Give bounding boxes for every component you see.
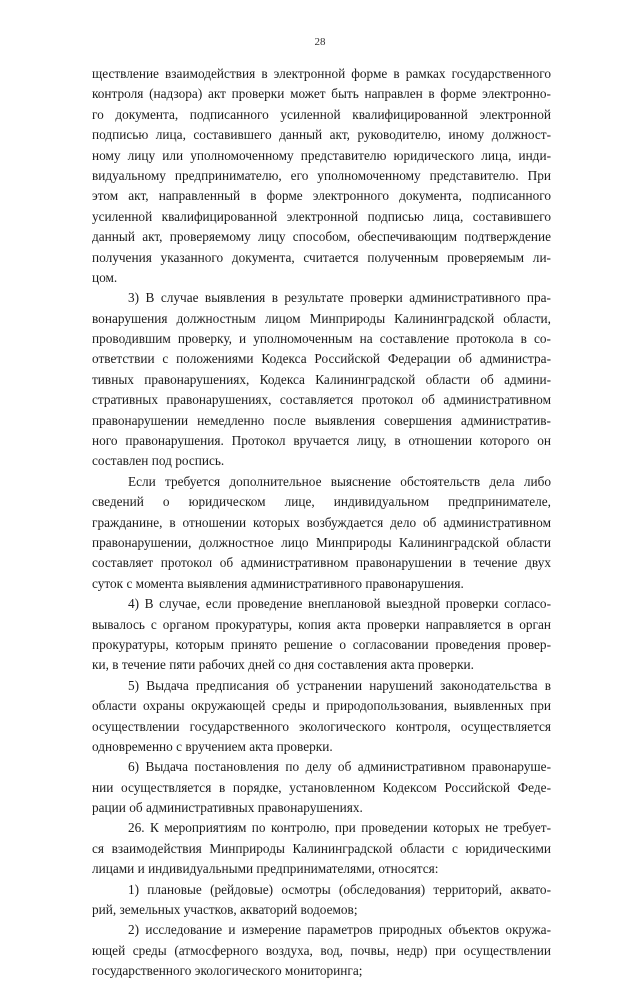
text-line: 3) В случае выявления в результате проверки административного пра- <box>128 290 551 306</box>
text-line: сведений о юридическом лице, индивидуальном предпринимателе, <box>92 494 551 510</box>
text-line: получения указанного документа, считается полученным проверяемым ли- <box>92 249 551 265</box>
text-line: ответствии с положениями Кодекса Российской Федерации об администра- <box>92 351 551 367</box>
text-line: осуществлении государственного экологического контроля, осуществляется <box>92 718 551 734</box>
text-line: вонарушения должностным лицом Минприроды Калининградской области, <box>92 310 551 326</box>
text-line: 1) плановые (рейдовые) осмотры (обследования) территорий, аквато- <box>128 881 551 897</box>
text-line: го документа, подписанного усиленной квалифицированной электронной <box>92 106 551 122</box>
page-number: 28 <box>314 36 326 48</box>
text-line: ся взаимодействия Минприроды Калининградской области с юридическими <box>92 840 551 856</box>
text-line: контроля (надзора) акт проверки может быть направлен в форме электронно- <box>92 86 551 102</box>
text-line: рий, земельных участков, акваторий водоемов; <box>92 902 358 918</box>
text-line: лицами и индивидуальными предпринимателями, относятся: <box>92 861 439 877</box>
text-line: 26. К мероприятиям по контролю, при проведении которых не требует- <box>128 820 551 836</box>
text-line: правонарушении, должностное лицо Минприроды Калининградской области <box>92 534 551 550</box>
text-line: проводившим проверку, и уполномоченным на составление протокола в со- <box>92 331 551 347</box>
text-line: прокуратуры, которым принято решение о согласовании проведения провер- <box>92 636 551 652</box>
text-line: правонарушении немедленно после выявления совершения административ- <box>92 412 551 428</box>
text-line: этом акт, направленный в форме электронного документа, подписанного <box>92 188 551 204</box>
text-line: подписью лица, составившего данный акт, руководителю, иному должност- <box>92 127 551 143</box>
text-line: видуальному предпринимателю, его уполномоченному представителю. При <box>92 167 551 183</box>
text-line: 6) Выдача постановления по делу об административном правонаруше- <box>128 759 551 775</box>
text-line: ному лицу или уполномоченному представителю юридического лица, инди- <box>92 147 551 163</box>
text-line: нии осуществляется в порядке, установленном Кодексом Российской Феде- <box>92 779 551 795</box>
text-line: гражданине, в отношении которых возбуждается дело об административном <box>92 514 551 530</box>
document-body <box>92 64 551 982</box>
text-line: ного правонарушения. Протокол вручается лицу, в отношении которого он <box>92 433 551 449</box>
text-line: суток с момента выявления административного правонарушения. <box>92 575 464 591</box>
text-line: области охраны окружающей среды и природопользования, выявленных при <box>92 698 551 714</box>
text-line: усиленной квалифицированной электронной подписью лица, составившего <box>92 208 551 224</box>
text-line: одновременно с вручением акта проверки. <box>92 738 333 754</box>
text-line: 4) В случае, если проведение внеплановой выездной проверки согласо- <box>128 596 551 612</box>
text-line: тивных правонарушениях, Кодекса Калининградской области об админи- <box>92 371 551 387</box>
text-line: стративных правонарушениях, составляется протокол об административном <box>92 392 551 408</box>
text-line: ющей среды (атмосферного воздуха, вод, почвы, недр) при осуществлении <box>92 942 551 958</box>
text-line: государственного экологического мониторинга; <box>92 963 363 979</box>
text-line: вывалось с органом прокуратуры, копия акта проверки направляется в орган <box>92 616 551 632</box>
text-line: 5) Выдача предписания об устранении нарушений законодательства в <box>128 677 551 693</box>
text-line: рации об административных правонарушениях. <box>92 800 363 816</box>
text-line: 2) исследование и измерение параметров природных объектов окружа- <box>128 922 551 938</box>
text-line: данный акт, проверяемому лицу способом, обеспечивающим подтверждение <box>92 229 551 245</box>
text-line: составляет протокол об административном правонарушении в течение двух <box>92 555 551 571</box>
text-line: Если требуется дополнительное выяснение обстоятельств дела либо <box>128 473 551 489</box>
text-line: ществление взаимодействия в электронной форме в рамках государственного <box>92 66 551 81</box>
text-line: цом. <box>92 269 118 285</box>
text-line: составлен под роспись. <box>92 453 225 469</box>
text-line: ки, в течение пяти рабочих дней со дня составления акта проверки. <box>92 657 474 673</box>
